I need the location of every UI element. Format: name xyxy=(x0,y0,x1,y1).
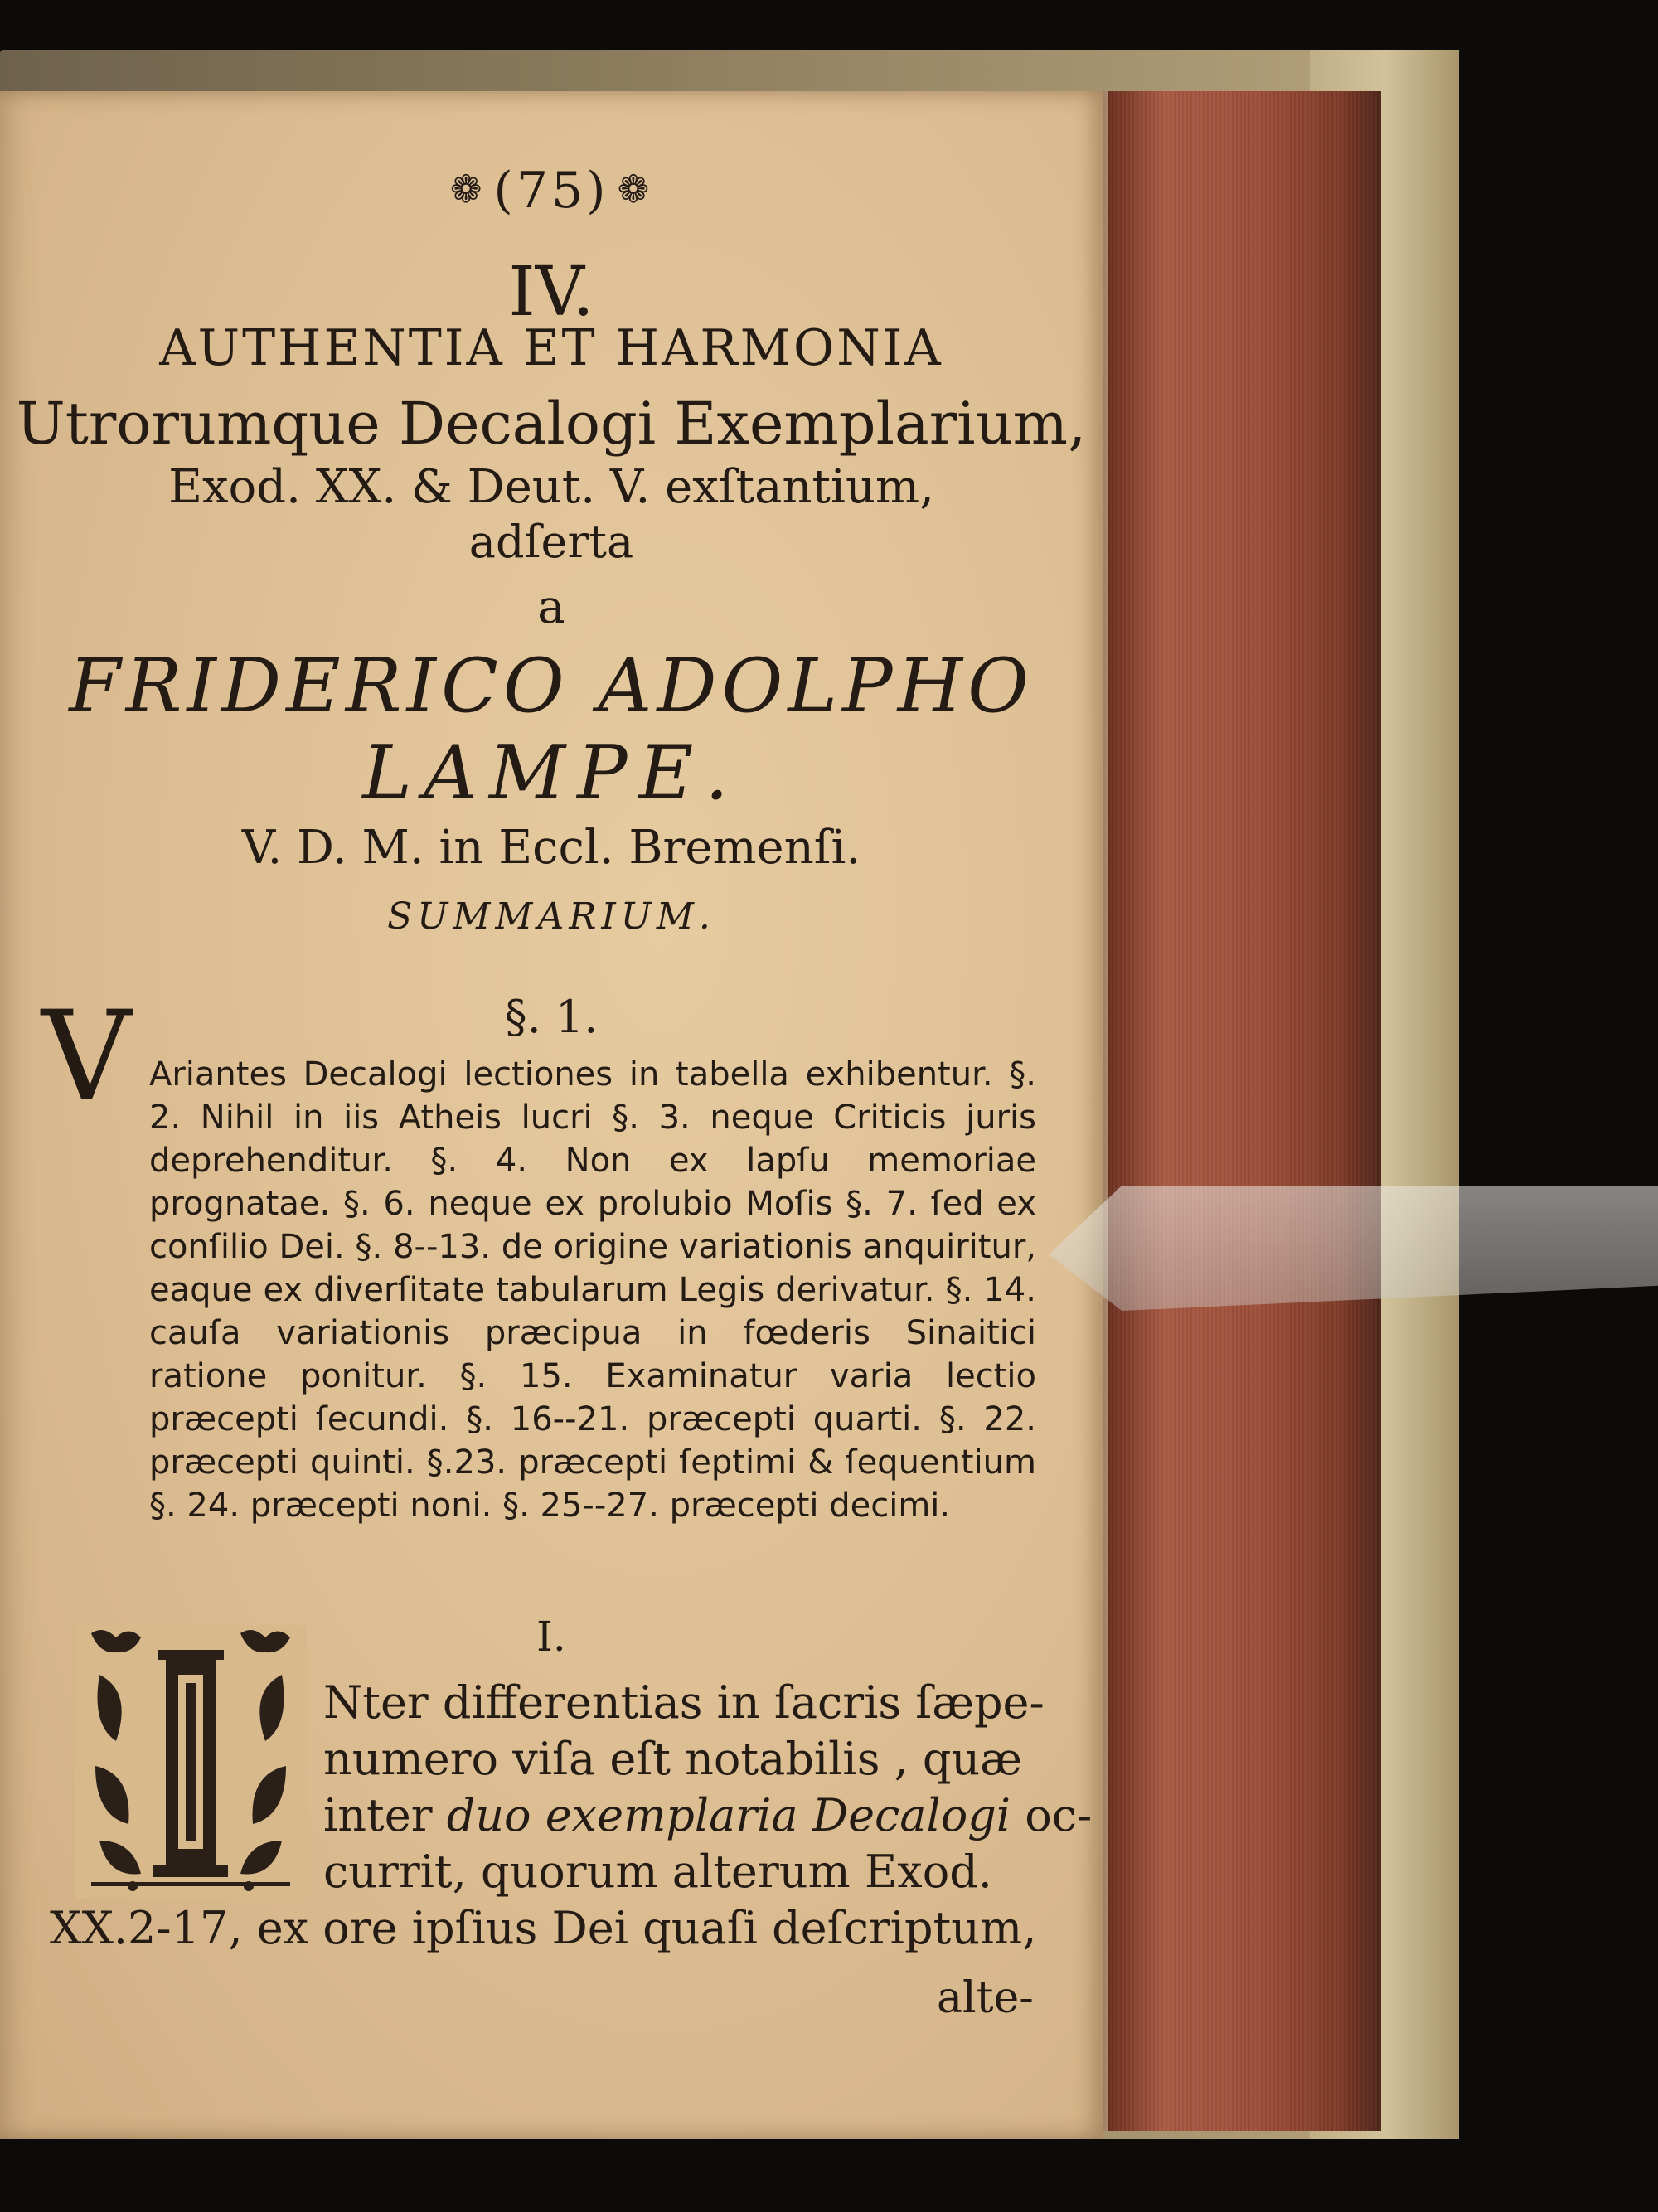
italic-phrase: duo exemplaria Decalogi xyxy=(446,1789,1011,1841)
title-line-4: adſerta xyxy=(468,516,634,568)
body-line-5: XX.2-17, ex ore ipſius Dei quaſi deſcriptum, xyxy=(50,1902,1037,1954)
summary-text: Ariantes Decalogi lectiones in tabella exhibentur. §. 2. Nihil in iis Atheis lucri §. 3. neque Criticis juris deprehenditur. §. 4. Non ex lapſu memoriae prognatae. §. 6. neque ex prolubio Moſis §. 7. ſed ex conſilio Dei. §. 8--13. de origine variationis anquiritur, eaque ex diverſitate tabularum Legis derivatur. §. 14. cauſa variationis præcipua in fœderis Sinaitici ratione ponitur. §. 15. Examinatur varia lectio præcepti ſecundi. §. 16--21. præcepti quarti. §. 22. præcepti quinti. §.23. præcepti ſeptimi & ſequentium §. 24. præcepti noni. §. 25--27. præcepti decimi. xyxy=(149,1055,1036,1525)
title-line-1: AUTHENTIA ET HARMONIA xyxy=(159,319,943,377)
catchword: alte- xyxy=(937,1973,1034,2023)
body-line-3-end: oc- xyxy=(1025,1789,1093,1841)
body-line-3-start: inter xyxy=(323,1789,433,1841)
summary-heading: SUMMARIUM. xyxy=(387,895,715,938)
page-fore-edge xyxy=(1103,91,1381,2131)
body-line-2: numero viſa eſt notabilis , quæ xyxy=(323,1733,1023,1785)
body-section-number: I. xyxy=(536,1613,566,1661)
summary-paragraph xyxy=(58,1053,1036,1527)
title-line-2: Utrorumque Decalogi Exemplarium, xyxy=(16,390,1087,458)
body-text xyxy=(50,1675,1093,1957)
title-line-5: a xyxy=(537,580,565,634)
flower-ornament-icon: ❁ xyxy=(449,167,486,211)
author-name-line-2: LAMPE. xyxy=(362,730,740,817)
body-line-1: Nter differentias in ſacris ſæpe- xyxy=(323,1676,1045,1729)
bookmark-ribbon[interactable] xyxy=(1049,1186,1658,1311)
body-line-3 xyxy=(50,1788,1093,1844)
page-number: (75) xyxy=(493,162,609,220)
author-name-line-1: FRIDERICO ADOLPHO xyxy=(69,643,1034,730)
running-head xyxy=(0,162,1103,220)
title-line-3: Exod. XX. & Deut. V. exſtantium, xyxy=(168,460,934,514)
chapter-numeral: IV. xyxy=(508,253,594,332)
summary-drop-cap: V xyxy=(41,985,132,1129)
flower-ornament-icon: ❁ xyxy=(617,167,653,211)
author-credential: V. D. M. in Eccl. Bremenſi. xyxy=(241,821,861,875)
section-mark: §. 1. xyxy=(504,991,599,1043)
body-line-4: currit, quorum alterum Exod. xyxy=(323,1846,992,1898)
